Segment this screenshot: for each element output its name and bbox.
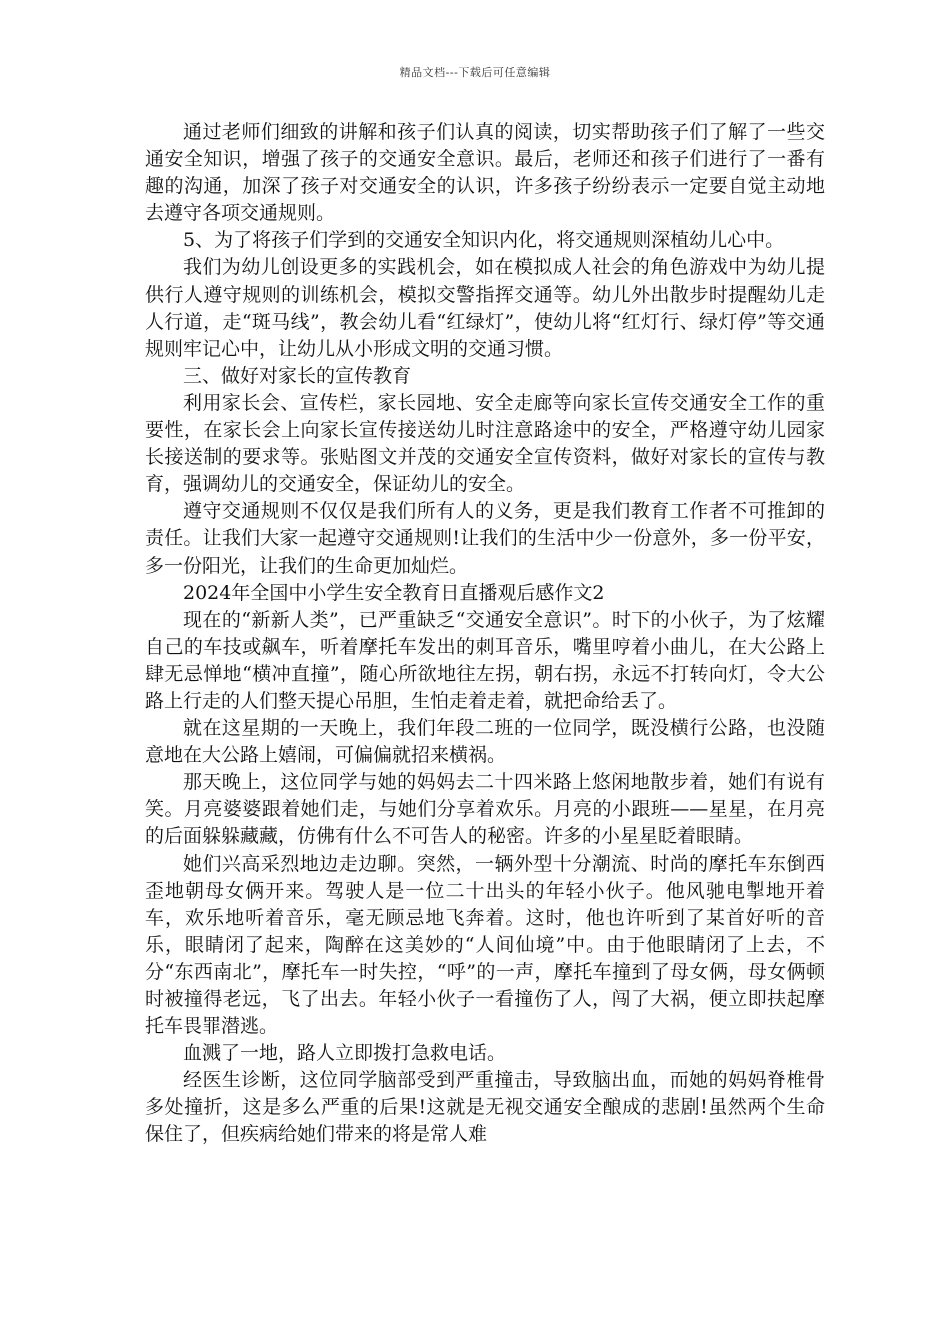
essay-title: 2024年全国中小学生安全教育日直播观后感作文2 bbox=[183, 581, 605, 604]
paragraph-1: 通过老师们细致的讲解和孩子们认真的阅读，切实帮助孩子们了解了一些交通安全知识，增强了孩子的交通安全意识。最后，老师还和孩子们进行了一番有趣的沟通，加深了孩子对交通安全的认识，许多孩子纷纷表示一定要自觉主动地去遵守各项交通规则。 bbox=[145, 121, 825, 225]
paragraph-12: 血溅了一地，路人立即拨打急救电话。 bbox=[183, 1042, 507, 1065]
paragraph-8: 现在的“新新人类”，已严重缺乏“交通安全意识”。时下的小伙子，为了炫耀自己的车技或飙车，听着摩托车发出的刺耳音乐，嘴里哼着小曲儿，在大公路上肆无忌惮地“横冲直撞”，随心所欲地往左拐，朝右拐，永远不打转向灯，令大公路上行走的人们整天提心吊胆，生怕走着走着，就把命给丢了。 bbox=[145, 608, 825, 712]
paragraph-2: 5、为了将孩子们学到的交通安全知识内化，将交通规则深植幼儿心中。 bbox=[183, 229, 785, 252]
paragraph-6: 遵守交通规则不仅仅是我们所有人的义务，更是我们教育工作者不可推卸的责任。让我们大家一起遵守交通规则!让我们的生活中少一份意外，多一份平安，多一份阳光，让我们的生命更加灿烂。 bbox=[145, 500, 825, 577]
paragraph-5: 利用家长会、宣传栏，家长园地、安全走廊等向家长宣传交通安全工作的重要性，在家长会上向家长宣传接送幼儿时注意路途中的安全，严格遵守幼儿园家长接送制的要求等。张贴图文并茂的交通安全宣传资料，做好对家长的宣传与教育，强调幼儿的交通安全，保证幼儿的安全。 bbox=[145, 391, 825, 496]
paragraph-3: 我们为幼儿创设更多的实践机会，如在模拟成人社会的角色游戏中为幼儿提供行人遵守规则的训练机会，模拟交警指挥交通等。幼儿外出散步时提醒幼儿走人行道，走“斑马线”，教会幼儿看“红绿灯”，使幼儿将“红灯行、绿灯停”等交通规则牢记心中，让幼儿从小形成文明的交通习惯。 bbox=[145, 256, 825, 360]
paragraph-11: 她们兴高采烈地边走边聊。突然，一辆外型十分潮流、时尚的摩托车东倒西歪地朝母女俩开来。驾驶人是一位二十出头的年轻小伙子。他风驰电掣地开着车，欢乐地听着音乐，毫无顾忌地飞奔着。这时，他也许听到了某首好听的音乐，眼睛闭了起来，陶醉在这美妙的“人间仙境”中。由于他眼睛闭了上去，不分“东西南北”，摩托车一时失控，“呼”的一声，摩托车撞到了母女俩，母女俩顿时被撞得老远，飞了出去。年轻小伙子一看撞伤了人，闯了大祸，便立即扶起摩托车畏罪潜逃。 bbox=[145, 852, 825, 1038]
document-body bbox=[145, 119, 825, 1149]
paragraph-10: 那天晚上，这位同学与她的妈妈去二十四米路上悠闲地散步着，她们有说有笑。月亮婆婆跟着她们走，与她们分享着欢乐。月亮的小跟班——星星，在月亮的后面躲躲藏藏，仿佛有什么不可告人的秘密。许多的小星星眨着眼睛。 bbox=[145, 771, 825, 848]
paragraph-13: 经医生诊断，这位同学脑部受到严重撞击，导致脑出血，而她的妈妈脊椎骨多处撞折，这是多么严重的后果!这就是无视交通安全酿成的悲剧!虽然两个生命保住了，但疾病给她们带来的将是常人难 bbox=[145, 1069, 825, 1146]
section-heading: 三、做好对家长的宣传教育 bbox=[183, 364, 412, 387]
paragraph-9: 就在这星期的一天晚上，我们年段二班的一位同学，既没横行公路，也没随意地在大公路上嬉闹，可偏偏就招来横祸。 bbox=[145, 717, 825, 767]
page-header: 精品文档---下载后可任意编辑 bbox=[399, 66, 551, 79]
